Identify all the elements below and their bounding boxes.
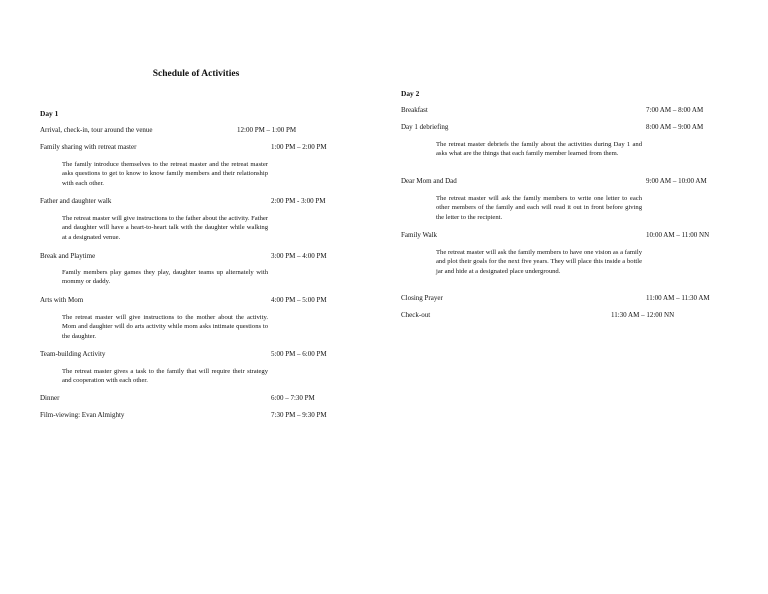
schedule-row xyxy=(40,197,340,207)
activity-description: The retreat master will ask the family members to write one letter to each other members of the family and each will read it out in front before giving the letter to the recipient. xyxy=(436,195,642,221)
schedule-row xyxy=(40,296,340,306)
activity-description: The retreat master debriefs the family about the activities during Day 1 and asks what are the things that each family member learned from them. xyxy=(436,141,642,158)
activity-name: Arrival, check-in, tour around the venue xyxy=(40,126,153,134)
schedule-row xyxy=(40,394,340,404)
activity-time: 7:30 PM – 9:30 PM xyxy=(271,411,327,419)
activity-time: 3:00 PM – 4:00 PM xyxy=(271,252,327,260)
schedule-row xyxy=(401,294,721,304)
page-title: Schedule of Activities xyxy=(152,69,240,79)
schedule-row xyxy=(40,252,340,262)
activity-name: Dinner xyxy=(40,394,60,402)
schedule-row xyxy=(40,350,340,360)
activity-description: Family members play games they play, daughter teams up alternately with mommy or daddy. xyxy=(62,269,268,286)
day1-heading: Day 1 xyxy=(40,109,59,118)
activity-name: Closing Prayer xyxy=(401,294,443,302)
activity-name: Break and Playtime xyxy=(40,252,96,260)
activity-name: Film-viewing: Evan Almighty xyxy=(40,411,125,419)
activity-time: 1:00 PM – 2:00 PM xyxy=(271,143,327,151)
activity-time: 9:00 AM – 10:00 AM xyxy=(646,177,707,185)
schedule-row xyxy=(401,123,721,133)
activity-time: 8:00 AM – 9:00 AM xyxy=(646,123,704,131)
schedule-row xyxy=(40,126,340,136)
activity-name: Breakfast xyxy=(401,106,428,114)
activity-name: Dear Mom and Dad xyxy=(401,177,457,185)
activity-name: Father and daughter walk xyxy=(40,197,112,205)
activity-time: 7:00 AM – 8:00 AM xyxy=(646,106,704,114)
schedule-row xyxy=(401,311,721,321)
activity-time: 6:00 – 7:30 PM xyxy=(271,394,315,402)
activity-description: The family introduce themselves to the retreat master and the retreat master asks questions to get to know to know family members and their relationship with each other. xyxy=(62,161,268,187)
day2-heading: Day 2 xyxy=(401,89,420,98)
activity-name: Check-out xyxy=(401,311,431,319)
schedule-row xyxy=(401,177,721,187)
activity-time: 2:00 PM - 3:00 PM xyxy=(271,197,326,205)
activity-name: Team-building Activity xyxy=(40,350,106,358)
activity-time: 5:00 PM – 6:00 PM xyxy=(271,350,327,358)
activity-name: Arts with Mom xyxy=(40,296,84,304)
activity-description: The retreat master will give instructions to the mother about the activity. Mom and daughter will do arts activity while mom asks intimate questions to the daughter. xyxy=(62,314,268,340)
activity-description: The retreat master will ask the family members to have one vision as a family and plot their goals for the next five years. They will place this inside a bottle jar and hide at a designated place underground. xyxy=(436,249,642,275)
schedule-row xyxy=(40,411,340,421)
schedule-row xyxy=(401,231,721,241)
activity-time: 10:00 AM – 11:00 NN xyxy=(646,231,710,239)
activity-time: 12:00 PM – 1:00 PM xyxy=(237,126,297,134)
activity-description: The retreat master will give instructions to the father about the activity. Father and daughter will have a heart-to-heart talk with the daughter while walking at a designated venue. xyxy=(62,215,268,241)
activity-time: 11:30 AM – 12:00 NN xyxy=(611,311,675,319)
activity-time: 4:00 PM – 5:00 PM xyxy=(271,296,327,304)
day1-column xyxy=(40,0,340,594)
schedule-row xyxy=(40,143,340,153)
activity-time: 11:00 AM – 11:30 AM xyxy=(646,294,710,302)
activity-name: Day 1 debriefing xyxy=(401,123,449,131)
activity-description: The retreat master gives a task to the family that will require their strategy and cooperation with each other. xyxy=(62,368,268,385)
activity-name: Family sharing with retreat master xyxy=(40,143,137,151)
schedule-row xyxy=(401,106,721,116)
activity-name: Family Walk xyxy=(401,231,438,239)
day2-column xyxy=(401,0,721,594)
